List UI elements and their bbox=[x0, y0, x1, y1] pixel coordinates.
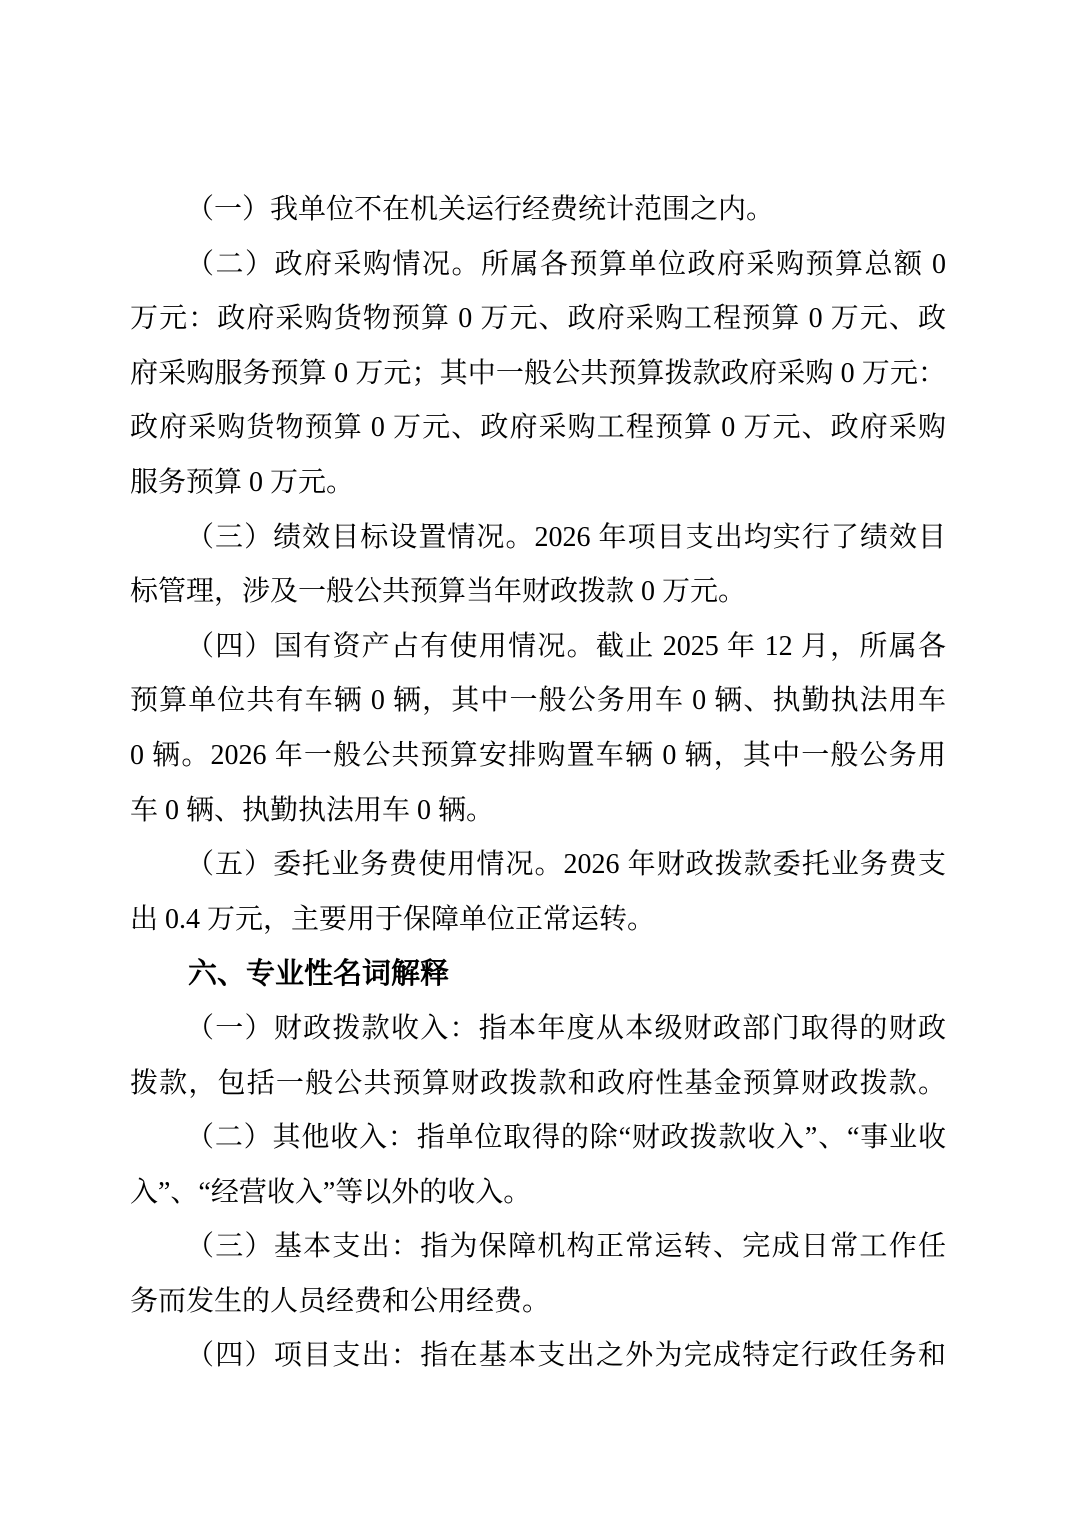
paragraph bbox=[130, 183, 946, 238]
text-line: （四）项目支出：指在基本支出之外为完成特定行政任务和 bbox=[186, 1340, 946, 1372]
paragraph bbox=[130, 1329, 946, 1384]
text-line: 务而发生的人员经费和公用经费。 bbox=[130, 1285, 551, 1317]
paragraph bbox=[130, 238, 946, 511]
section-heading bbox=[130, 947, 946, 1002]
paragraph bbox=[130, 1220, 946, 1329]
text-line: 入”、“经营收入”等以外的收入。 bbox=[130, 1176, 532, 1208]
text-line: （三）绩效目标设置情况。2026 年项目支出均实行了绩效目 bbox=[186, 521, 946, 553]
paragraph bbox=[130, 838, 946, 947]
paragraph bbox=[130, 1111, 946, 1220]
paragraph bbox=[130, 620, 946, 838]
text-line: （四）国有资产占有使用情况。截止 2025 年 12 月，所属各 bbox=[186, 630, 946, 662]
text-line: （二）其他收入：指单位取得的除“财政拨款收入”、“事业收 bbox=[186, 1122, 946, 1154]
text-line: （三）基本支出：指为保障机构正常运转、完成日常工作任 bbox=[186, 1231, 946, 1263]
text-line: 出 0.4 万元，主要用于保障单位正常运转。 bbox=[130, 903, 656, 935]
text-line: 服务预算 0 万元。 bbox=[130, 466, 355, 498]
paragraph bbox=[130, 511, 946, 620]
text-line: 府采购服务预算 0 万元；其中一般公共预算拨款政府采购 0 万元： bbox=[130, 357, 946, 389]
text-line: 拨款，包括一般公共预算财政拨款和政府性基金预算财政拨款。 bbox=[130, 1067, 946, 1099]
text-line: 标管理，涉及一般公共预算当年财政拨款 0 万元。 bbox=[130, 576, 747, 608]
text-line: 0 辆。2026 年一般公共预算安排购置车辆 0 辆，其中一般公务用 bbox=[130, 739, 946, 771]
text-line: 万元：政府采购货物预算 0 万元、政府采购工程预算 0 万元、政 bbox=[130, 303, 946, 335]
heading-line: 六、专业性名词解释 bbox=[188, 958, 450, 991]
paragraph bbox=[130, 1002, 946, 1111]
text-line: 车 0 辆、执勤执法用车 0 辆。 bbox=[130, 794, 495, 826]
document-body bbox=[130, 183, 946, 1384]
text-line: 政府采购货物预算 0 万元、政府采购工程预算 0 万元、政府采购 bbox=[130, 412, 946, 444]
text-line: 预算单位共有车辆 0 辆，其中一般公务用车 0 辆、执勤执法用车 bbox=[130, 685, 946, 717]
text-line: （一）我单位不在机关运行经费统计范围之内。 bbox=[186, 194, 775, 225]
text-line: （一）财政拨款收入：指本年度从本级财政部门取得的财政 bbox=[186, 1012, 946, 1044]
text-line: （五）委托业务费使用情况。2026 年财政拨款委托业务费支 bbox=[186, 849, 946, 881]
text-line: （二）政府采购情况。所属各预算单位政府采购预算总额 0 bbox=[186, 248, 946, 280]
